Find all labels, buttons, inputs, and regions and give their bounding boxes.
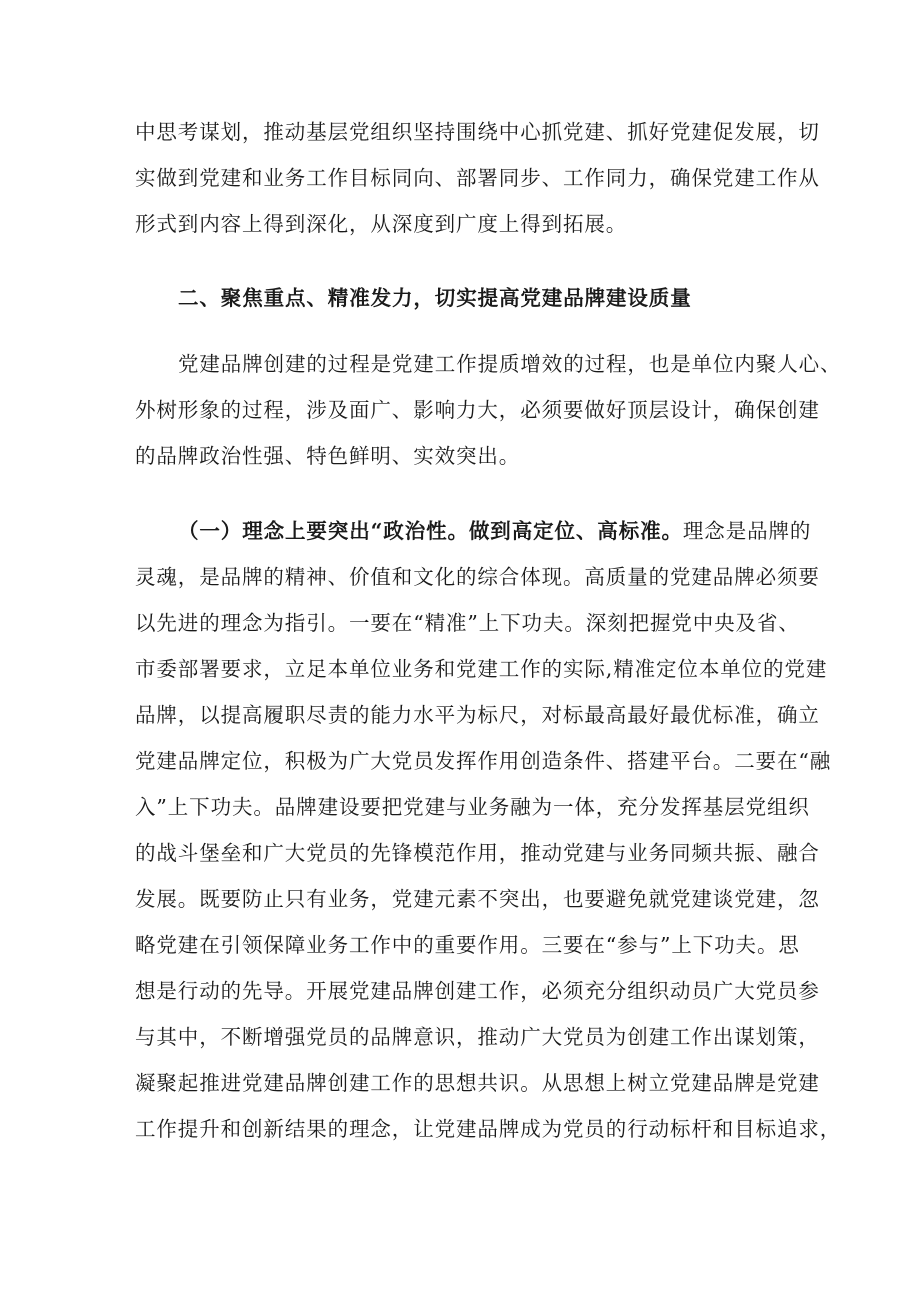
paragraph-line: 市委部署要求，立足本单位业务和党建工作的实际,精准定位本单位的党建 <box>135 657 828 681</box>
paragraph-line: 的战斗堡垒和广大党员的先锋模范作用，推动党建与业务同频共振、融合 <box>135 841 820 865</box>
paragraph-line: 与其中，不断增强党员的品牌意识，推动广大党员为创建工作出谋划策， <box>135 1025 820 1049</box>
paragraph-line: 灵魂，是品牌的精神、价值和文化的综合体现。高质量的党建品牌必须要 <box>135 565 820 589</box>
paragraph-line: 党建品牌创建的过程是党建工作提质增效的过程，也是单位内聚人心、 <box>178 352 842 376</box>
paragraph-line: 形式到内容上得到深化，从深度到广度上得到拓展。 <box>135 212 628 236</box>
subsection-heading: （一）理念上要突出“政治性。做到高定位、高标准。 <box>178 519 683 543</box>
paragraph-line: 略党建在引领保障业务工作中的重要作用。三要在“参与”上下功夫。思 <box>135 933 800 957</box>
paragraph-line: 凝聚起推进党建品牌创建工作的思想共识。从思想上树立党建品牌是党建 <box>135 1071 820 1095</box>
section-heading: 二、聚焦重点、精准发力，切实提高党建品牌建设质量 <box>178 286 692 310</box>
paragraph-line: 以先进的理念为指引。一要在“精准”上下功夫。深刻把握党中央及省、 <box>135 611 800 635</box>
paragraph-line: 中思考谋划，推动基层党组织坚持围绕中心抓党建、抓好党建促发展，切 <box>135 120 820 144</box>
subsection-first-line-rest: 理念是品牌的 <box>682 519 812 543</box>
paragraph-line: 党建品牌定位，积极为广大党员发挥作用创造条件、搭建平台。二要在“融 <box>135 749 832 773</box>
paragraph-line: 工作提升和创新结果的理念，让党建品牌成为党员的行动标杆和目标追求， <box>135 1117 842 1141</box>
paragraph-line: 外树形象的过程，涉及面广、影响力大，必须要做好顶层设计，确保创建 <box>135 398 820 422</box>
paragraph-line: 发展。既要防止只有业务，党建元素不突出，也要避免就党建谈党建，忽 <box>135 887 820 911</box>
paragraph-line: 想是行动的先导。开展党建品牌创建工作，必须充分组织动员广大党员参 <box>135 979 820 1003</box>
paragraph-line: 入”上下功夫。品牌建设要把党建与业务融为一体，充分发挥基层党组织 <box>135 795 810 819</box>
paragraph-line: 实做到党建和业务工作目标同向、部署同步、工作同力，确保党建工作从 <box>135 166 820 190</box>
paragraph-line: 的品牌政治性强、特色鲜明、实效突出。 <box>135 444 521 468</box>
subsection-first-line <box>178 513 812 549</box>
paragraph-line: 品牌，以提高履职尽责的能力水平为标尺，对标最高最好最优标准，确立 <box>135 703 820 727</box>
